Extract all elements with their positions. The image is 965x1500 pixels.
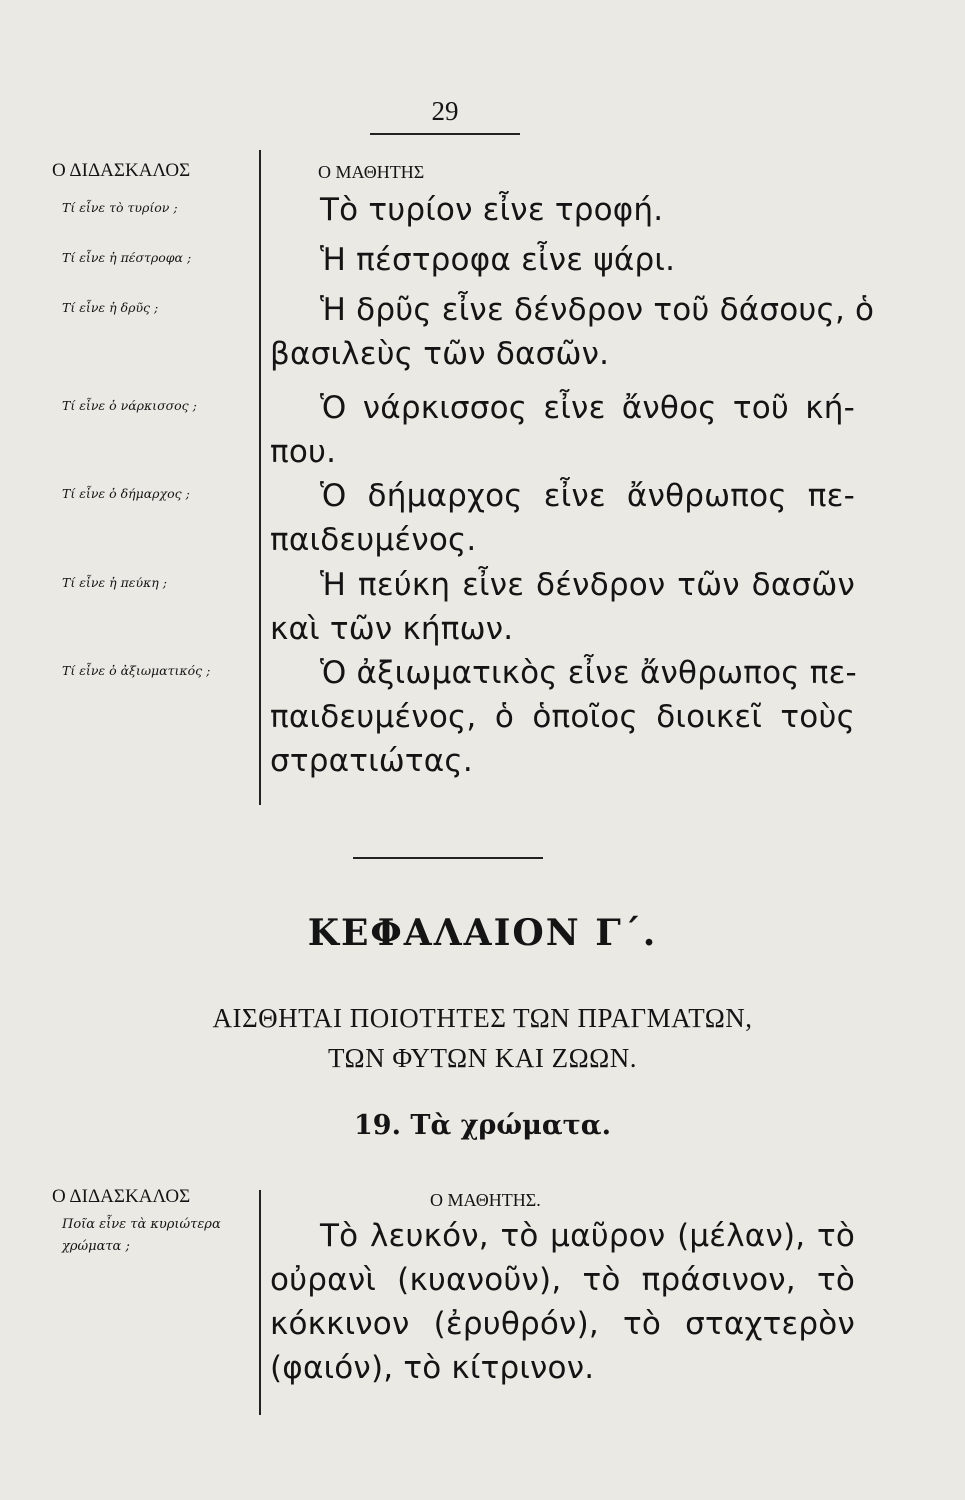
student-answer: [270, 386, 855, 474]
student-answer: [270, 1214, 855, 1390]
teacher-question: Τί εἶνε ἡ δρῦς ;: [62, 300, 159, 315]
teacher-column-header: Ο ΔΙΔΑΣΚΑΛΟΣ: [52, 160, 191, 181]
student-answer: [270, 474, 855, 562]
teacher-question: Τί εἶνε ὁ δήμαρχος ;: [62, 486, 190, 501]
teacher-question: Ποῖα εἶνε τὰ κυριώτερα χρώματα ;: [62, 1217, 221, 1254]
answer-line: οὐρανὶ (κυανοῦν), τὸ πράσινον, τὸ: [270, 1262, 855, 1298]
answer-line: καὶ τῶν κήπων.: [270, 611, 514, 647]
teacher-question: Τί εἶνε ἡ πεύκη ;: [62, 575, 167, 590]
teacher-question: Τί εἶνε ἡ πέστροφα ;: [62, 250, 192, 265]
student-answer: [270, 563, 855, 651]
answer-line: Ὁ δήμαρχος εἶνε ἄνθρωπος πε-: [320, 478, 855, 514]
answer-line: (φαιόν), τὸ κίτρινον.: [270, 1350, 595, 1386]
student-answer: [270, 651, 855, 783]
header-rule: [370, 133, 520, 135]
answer-line: στρατιώτας.: [270, 743, 473, 779]
answer-line: βασιλεὺς τῶν δασῶν.: [270, 336, 610, 372]
answer-line: Τὸ λευκόν, τὸ μαῦρον (μέλαν), τὸ: [320, 1218, 855, 1254]
student-column-header: Ο ΜΑΘΗΤΗΣ: [318, 162, 425, 182]
column-divider: [259, 150, 261, 805]
answer-line: παιδευμένος, ὁ ὁποῖος διοικεῖ τοὺς: [270, 699, 855, 735]
column-divider: [259, 1190, 261, 1415]
dialogue-section-1: [0, 150, 965, 810]
answer-line: Ἡ πεύκη εἶνε δένδρον τῶν δασῶν: [320, 567, 855, 603]
answer-line: κόκκινον (ἐρυθρόν), τὸ σταχτερὸν: [270, 1306, 855, 1342]
chapter-subtitle: ΤΩΝ ΦΥΤΩΝ ΚΑΙ ΖΩΩΝ.: [328, 1043, 637, 1073]
dialogue-section-2: [0, 1180, 965, 1420]
student-answer: [270, 188, 855, 232]
chapter-subtitle: ΑΙΣΘΗΤΑΙ ΠΟΙΟΤΗΤΕΣ ΤΩΝ ΠΡΑΓΜΑΤΩΝ,: [212, 1003, 753, 1033]
student-answer: [270, 238, 855, 282]
answer-line: Ὁ νάρκισσος εἶνε ἄνθος τοῦ κή-: [320, 390, 855, 426]
answer-line: Ὁ ἀξιωματικὸς εἶνε ἄνθρωπος πε-: [320, 655, 857, 691]
section-rule: [353, 857, 543, 859]
teacher-question: Τί εἶνε τὸ τυρίον ;: [62, 200, 178, 215]
teacher-column-header: Ο ΔΙΔΑΣΚΑΛΟΣ: [52, 1186, 191, 1207]
chapter-title: ΚΕΦΑΛΑΙΟΝ Γ΄.: [307, 912, 658, 954]
page-number: 29: [431, 96, 459, 126]
answer-line: που.: [270, 434, 337, 470]
teacher-question: Τί εἶνε ὁ ἀξιωματικός ;: [62, 663, 211, 678]
answer-line: Ἡ πέστροφα εἶνε ψάρι.: [320, 242, 676, 278]
student-answer: [270, 288, 875, 376]
teacher-question: Τί εἶνε ὁ νάρκισσος ;: [62, 398, 197, 413]
student-column-header: Ο ΜΑΘΗΤΗΣ.: [430, 1190, 541, 1210]
answer-line: παιδευμένος.: [270, 522, 477, 558]
lesson-title: 19. Τὰ χρώματα.: [354, 1110, 611, 1141]
answer-line: Τὸ τυρίον εἶνε τροφή.: [320, 192, 664, 228]
answer-line: Ἡ δρῦς εἶνε δένδρον τοῦ δάσους, ὁ: [320, 292, 875, 328]
